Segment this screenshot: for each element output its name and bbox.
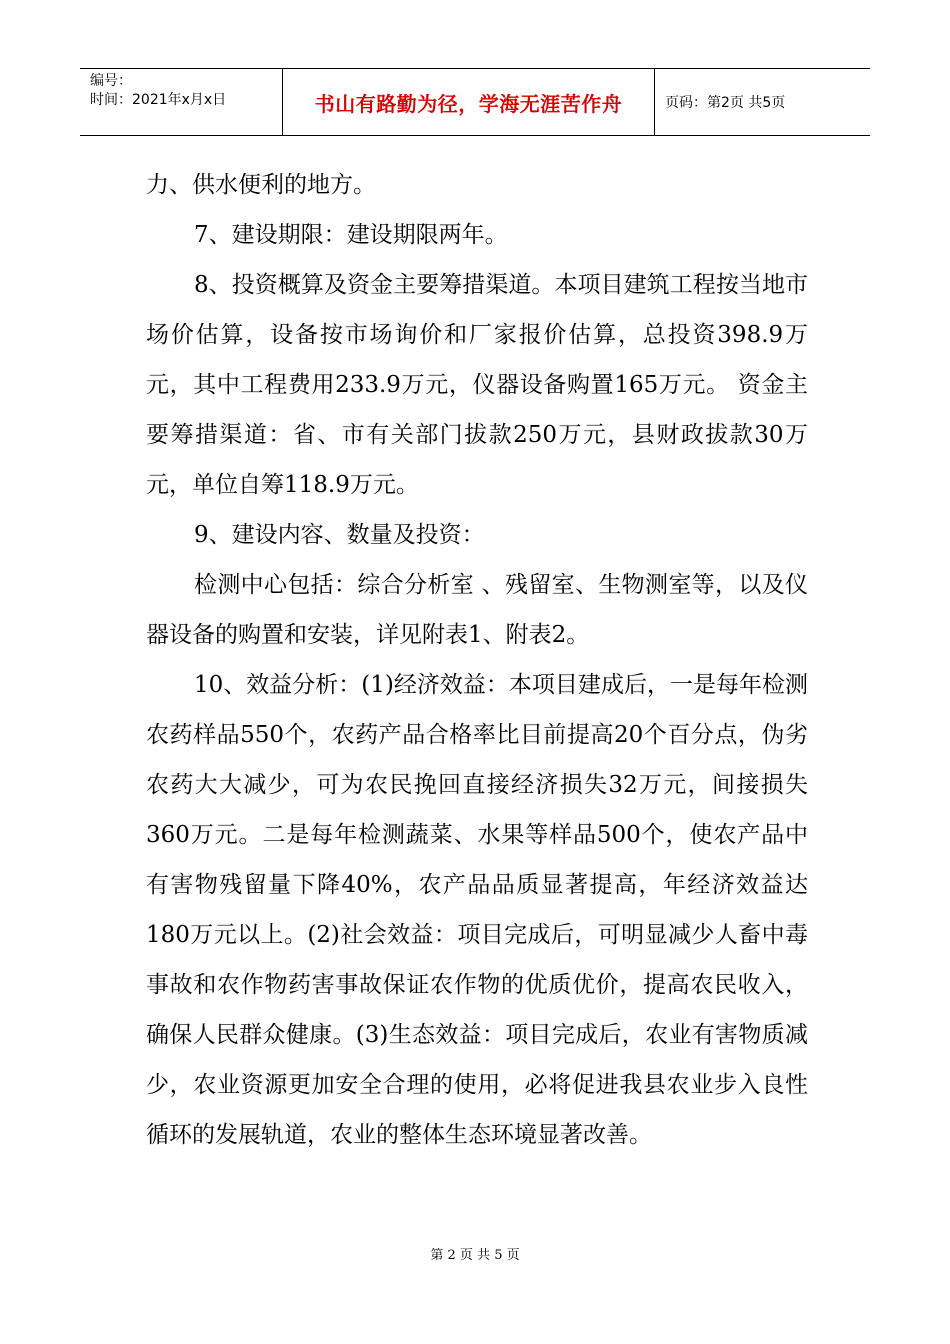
paragraph-continuation: 力、供水便利的地方。 — [146, 172, 376, 198]
page-header — [80, 68, 870, 136]
header-page-cell — [655, 69, 870, 135]
paragraph-construction-content: 9、建设内容、数量及投资： — [194, 522, 485, 548]
paragraph-construction-period: 7、建设期限：建设期限两年。 — [194, 222, 508, 248]
document-body — [146, 160, 808, 1160]
page-footer: 第 2 页 共 5 页 — [430, 1248, 520, 1263]
header-meta-cell — [80, 69, 283, 135]
header-page-info: 页码：第2页 共5页 — [665, 95, 786, 111]
document-date-label: 时间：2021年x月x日 — [90, 92, 227, 108]
document-number-label: 编号： — [90, 73, 132, 89]
paragraph-benefit-analysis: 10、效益分析：(1)经济效益：本项目建成后，一是每年检测农药样品550个，农药产品合格率比目前提高20个百分点，伪劣农药大大减少，可为农民挽回直接经济损失32万元，间接损失360万元。二是每年检测蔬菜、水果等样品500个，使农产品中有害物残留量下降40%，农产品品质显著提高，年经济效益达180万元以上。(2)社会效益：项目完成后，可明显减少人畜中毒事故和农作物药害事故保证农作物的优质优价，提高农民收入，确保人民群众健康。(3)生态效益：项目完成后，农业有害物质减少，农业资源更加安全合理的使用，必将促进我县农业步入良性循环的发展轨道，农业的整体生态环境显著改善。 — [146, 672, 808, 1148]
header-motto: 书山有路勤为径，学海无涯苦作舟 — [314, 91, 623, 116]
paragraph-investment-estimate: 8、投资概算及资金主要筹措渠道。本项目建筑工程按当地市场价估算，设备按市场询价和厂家报价估算，总投资398.9万元，其中工程费用233.9万元，仪器设备购置165万元。 资金主要筹措渠道：省、市有关部门拔款250万元，县财政拔款30万元，单位自筹118.9万元。 — [146, 272, 808, 498]
header-motto-cell — [283, 69, 655, 135]
paragraph-testing-center: 检测中心包括：综合分析室 、残留室、生物测室等，以及仪器设备的购置和安装，详见附表1、附表2。 — [146, 572, 808, 648]
